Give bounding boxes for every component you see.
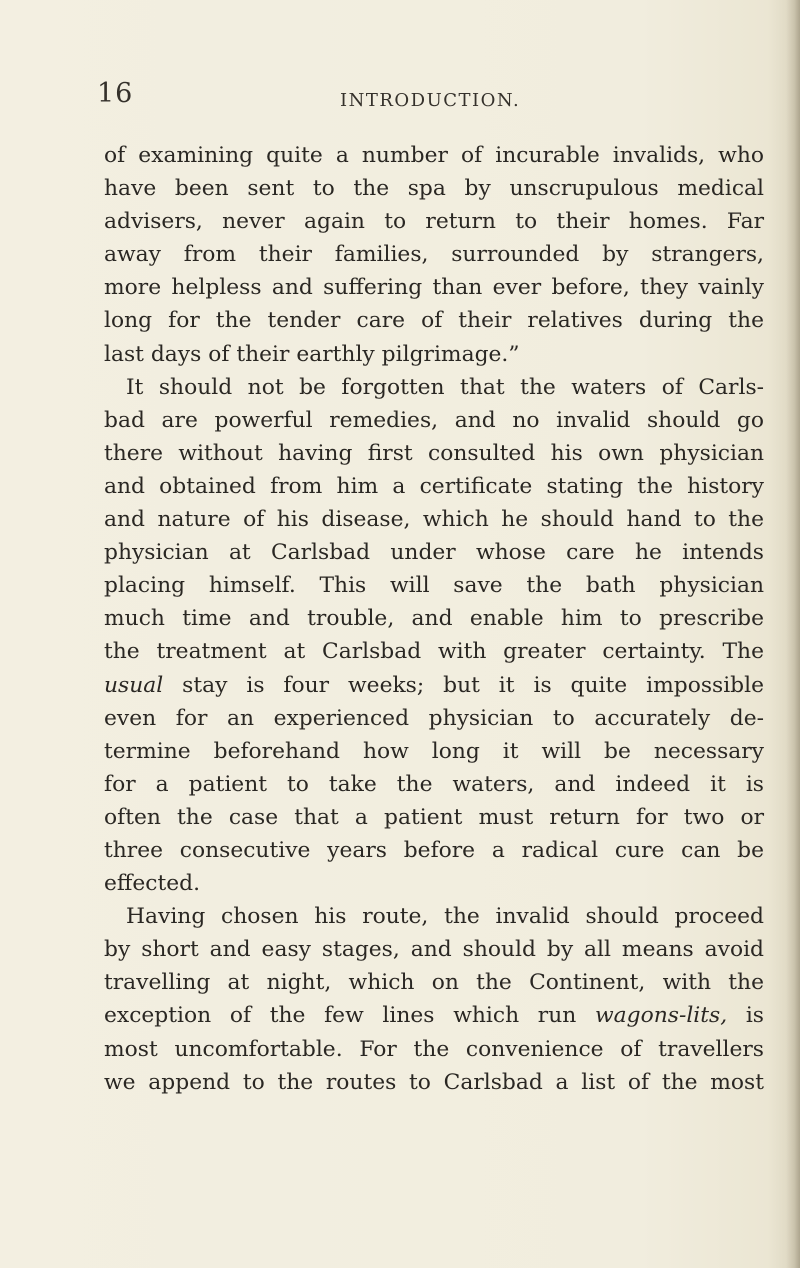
text-line: the treatment at Carlsbad with greater certainty. The — [104, 639, 764, 665]
text-line: and obtained from him a certificate stating the history — [104, 473, 764, 499]
text-line: even for an experienced physician to accurately de- — [104, 705, 764, 731]
body-text — [104, 139, 764, 1099]
text-line: much time and trouble, and enable him to prescribe — [104, 606, 764, 632]
text-line: by short and easy stages, and should by all means avoid — [104, 937, 764, 963]
italic-word: usual — [104, 672, 164, 698]
text-segment: is — [727, 1003, 764, 1029]
text-line — [104, 669, 764, 702]
italic-word: wagons-lits, — [595, 1003, 728, 1029]
text-line: bad are powerful remedies, and no invalid should go — [104, 407, 764, 433]
text-line — [104, 999, 764, 1032]
text-line: there without having first consulted his own physician — [104, 440, 764, 466]
text-line: physician at Carlsbad under whose care he intends — [104, 540, 764, 566]
running-head: INTRODUCTION. — [340, 90, 521, 111]
text-line: more helpless and suffering than ever before, they vainly — [104, 275, 764, 301]
text-line: last days of their earthly pilgrimage.” — [104, 341, 520, 367]
text-segment: exception of the few lines which run — [104, 1003, 595, 1029]
text-line: away from their families, surrounded by strangers, — [104, 242, 764, 268]
text-line: for a patient to take the waters, and indeed it is — [104, 771, 764, 797]
text-line: advisers, never again to return to their homes. Far — [104, 209, 764, 235]
text-line: often the case that a patient must return for two or — [104, 804, 764, 830]
text-line: It should not be forgotten that the waters of Carls- — [126, 374, 764, 400]
text-line: placing himself. This will save the bath physician — [104, 573, 764, 599]
text-segment: stay is four weeks; but it is quite impossible — [163, 672, 764, 698]
page-number: 16 — [97, 78, 134, 109]
text-line: travelling at night, which on the Continent, with the — [104, 970, 764, 996]
text-line: we append to the routes to Carlsbad a list of the most — [104, 1069, 764, 1095]
text-line: Having chosen his route, the invalid should proceed — [126, 904, 764, 930]
page-edge-shadow — [786, 0, 800, 1268]
page-header — [0, 78, 800, 118]
text-line: and nature of his disease, which he should hand to the — [104, 507, 764, 533]
text-line: effected. — [104, 871, 201, 897]
text-line: long for the tender care of their relatives during the — [104, 308, 764, 334]
text-line: most uncomfortable. For the convenience of travellers — [104, 1036, 764, 1062]
text-line: have been sent to the spa by unscrupulous medical — [104, 176, 764, 202]
text-line: three consecutive years before a radical cure can be — [104, 837, 764, 863]
text-line: termine beforehand how long it will be necessary — [104, 738, 764, 764]
text-line: of examining quite a number of incurable invalids, who — [104, 143, 764, 168]
